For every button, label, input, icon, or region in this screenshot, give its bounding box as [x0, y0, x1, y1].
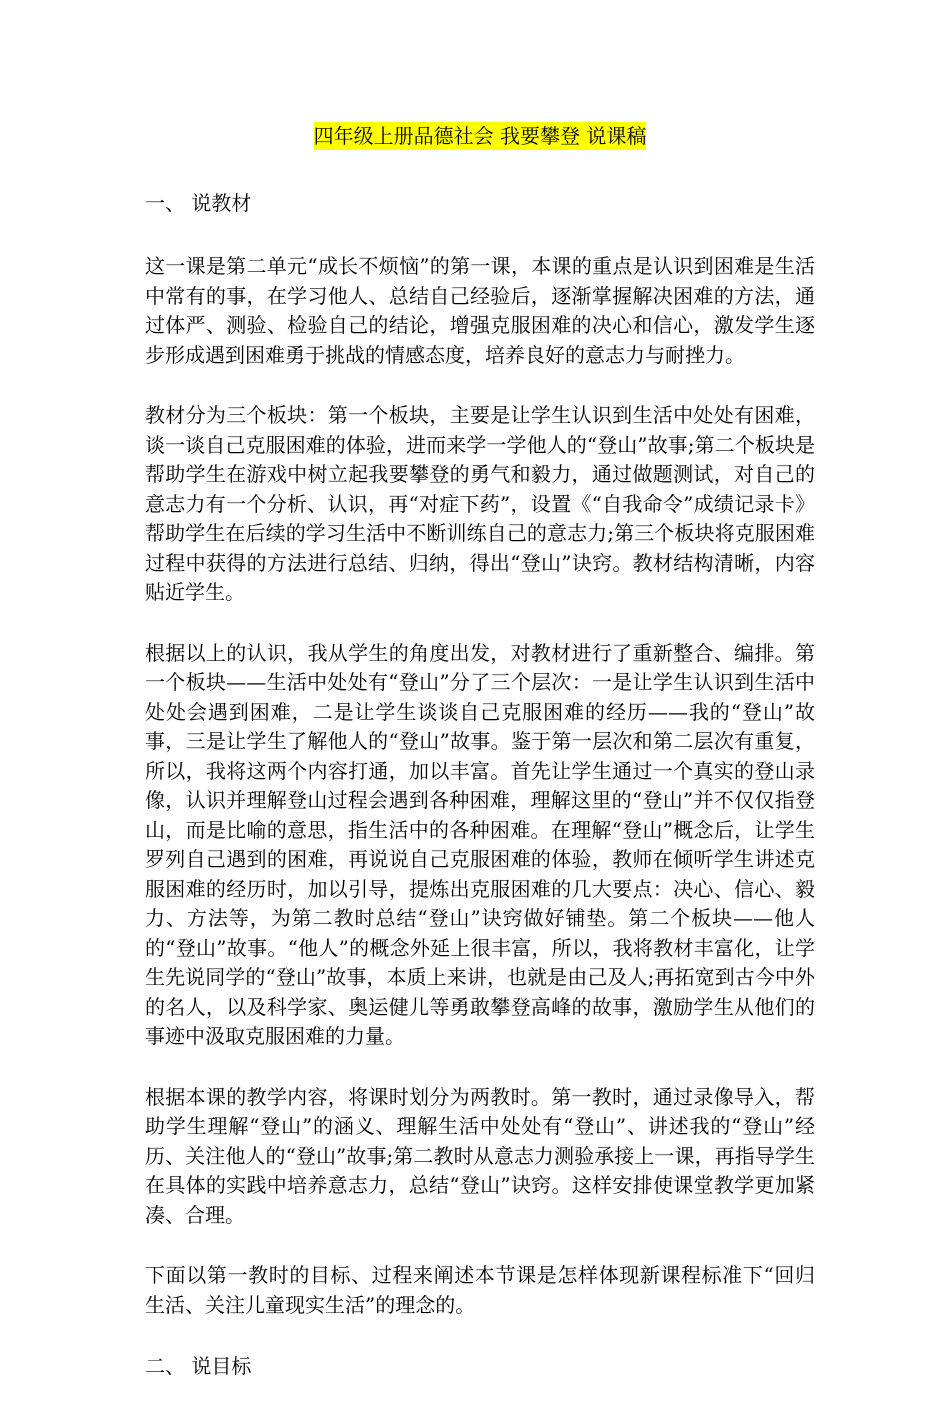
paragraph-lesson-overview: 这一课是第二单元“成长不烦恼”的第一课，本课的重点是认识到困难是生活中常有的事，在学习他人、总结自己经验后，逐渐掌握解决困难的方法，通过体严、测验、检验自己的结论，增强克服困难的决心和信心，激发学生逐步形成遇到困难勇于挑战的情感态度，培养良好的意志力与耐挫力。 [145, 254, 815, 367]
section-heading-textbook: 一、 说教材 [145, 191, 252, 215]
paragraph-lesson-division: 根据本课的教学内容，将课时划分为两教时。第一教时，通过录像导入，帮助学生理解“登山”的涵义、理解生活中处处有“登山”、讲述我的“登山”经历、关注他人的“登山”故事;第二教时从意志力测验承接上一课，再指导学生在具体的实践中培养意志力，总结“登山”诀窍。这样安排使课堂教学更加紧凑、合理。 [145, 1084, 815, 1227]
document-page [145, 122, 815, 1415]
paragraph-restructuring: 根据以上的认识，我从学生的角度出发，对教材进行了重新整合、编排。第一个板块——生活中处处有“登山”分了三个层次：一是让学生认识到生活中处处会遇到困难，二是让学生谈谈自己克服困难的经历——我的“登山”故事，三是让学生了解他人的“登山”故事。鉴于第一层次和第二层次有重复，所以，我将这两个内容打通，加以丰富。首先让学生通过一个真实的登山录像，认识并理解登山过程会遇到各种困难，理解这里的“登山”并不仅仅指登山，而是比喻的意思，指生活中的各种困难。在理解“登山”概念后，让学生罗列自己遇到的困难，再说说自己克服困难的体验，教师在倾听学生讲述克服困难的经历时，加以引导，提炼出克服困难的几大要点：决心、信心、毅力、方法等，为第二教时总结“登山”诀窍做好铺垫。第二个板块——他人的“登山”故事。“他人”的概念外延上很丰富，所以，我将教材丰富化，让学生先说同学的“登山”故事，本质上来讲，也就是由己及人;再拓宽到古今中外的名人，以及科学家、奥运健儿等勇敢攀登高峰的故事，激励学生从他们的事迹中汲取克服困难的力量。 [145, 640, 815, 1048]
paragraph-transition: 下面以第一教时的目标、过程来阐述本节课是怎样体现新课程标准下“回归生活、关注儿童现实生活”的理念的。 [145, 1263, 815, 1317]
document-title: 四年级上册品德社会 我要攀登 说课稿 [313, 124, 647, 148]
paragraph-textbook-blocks: 教材分为三个板块：第一个板块，主要是让学生认识到生活中处处有困难，谈一谈自己克服困难的体验，进而来学一学他人的“登山”故事;第二个板块是帮助学生在游戏中树立起我要攀登的勇气和毅力，通过做题测试，对自己的意志力有一个分析、认识，再“对症下药”，设置《“自我命令”成绩记录卡》帮助学生在后续的学习生活中不断训练自己的意志力;第三个板块将克服困难过程中获得的方法进行总结、归纳，得出“登山”诀窍。教材结构清晰，内容贴近学生。 [145, 403, 815, 604]
section-heading-objectives: 二、 说目标 [145, 1354, 252, 1378]
title-row [145, 122, 815, 154]
